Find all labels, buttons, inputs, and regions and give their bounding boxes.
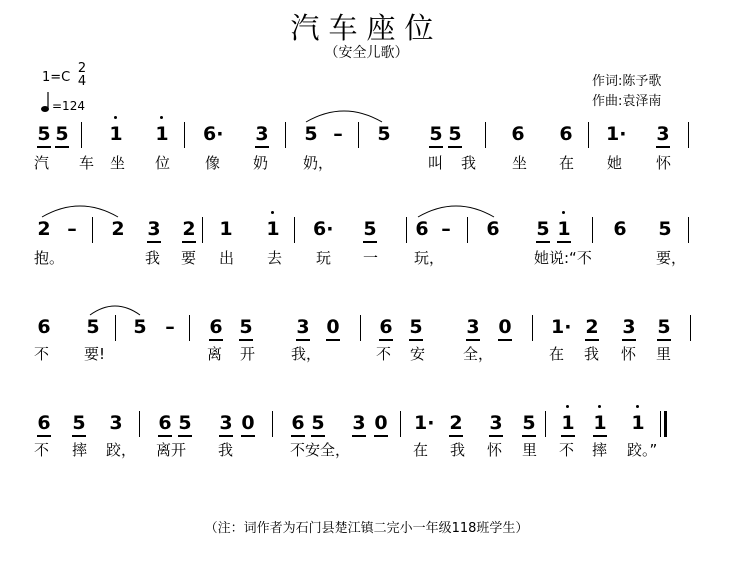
note: 5	[54, 124, 70, 144]
note: 3	[621, 317, 637, 337]
note: 1	[265, 219, 281, 239]
note: 0	[497, 317, 513, 337]
note: 3	[146, 219, 162, 239]
note: 5	[377, 123, 391, 145]
time-signature	[76, 62, 88, 88]
barline	[294, 217, 295, 243]
note: 3	[351, 413, 367, 433]
lyric-line: 她说:“不	[534, 249, 592, 267]
note: 5	[656, 317, 672, 337]
barline	[545, 411, 546, 437]
lyric-line: 离开	[156, 441, 187, 459]
note: 5	[238, 317, 254, 337]
lyric-line: 怀	[656, 154, 672, 172]
lyric-line: 在	[413, 441, 429, 459]
barline	[688, 217, 689, 243]
note: 2	[584, 317, 600, 337]
barline	[81, 122, 82, 148]
composer-credit: 作曲:袁泽南	[592, 94, 662, 109]
note: 5	[447, 124, 463, 144]
note: 6	[415, 218, 429, 240]
note: 5	[521, 413, 537, 433]
note: 6	[511, 123, 525, 145]
barline	[139, 411, 140, 437]
lyric-line: 要	[181, 249, 197, 267]
note: 1	[154, 124, 170, 144]
note: 5	[133, 316, 147, 338]
note: 1	[560, 413, 576, 433]
lyric-line: 坐	[110, 154, 126, 172]
lyric-line: 我	[450, 441, 466, 459]
note: 5	[36, 124, 52, 144]
barline	[285, 122, 286, 148]
barline	[115, 315, 116, 341]
note: 3	[254, 124, 270, 144]
note: 0	[325, 317, 341, 337]
note: 5	[408, 317, 424, 337]
lyric-line: 坐	[512, 154, 528, 172]
note: 3	[109, 412, 123, 434]
lyric-line: 像	[205, 154, 221, 172]
note: 0	[240, 413, 256, 433]
lyric-line: 跤，	[106, 441, 137, 459]
note: 6	[208, 317, 224, 337]
note: 5	[71, 413, 87, 433]
lyric-line: 不	[34, 441, 50, 459]
lyric-line: 去	[267, 249, 283, 267]
note: –	[441, 218, 451, 240]
barline	[92, 217, 93, 243]
score-system-3	[0, 313, 733, 373]
final-barline	[664, 411, 667, 437]
note: 5	[177, 413, 193, 433]
note: 3	[295, 317, 311, 337]
note: –	[165, 316, 175, 338]
lyric-line: 抱。	[34, 249, 65, 267]
lyric-line: 摔	[72, 441, 88, 459]
lyric-line: 要，	[656, 249, 687, 267]
note: –	[67, 218, 77, 240]
barline	[588, 122, 589, 148]
note: 1	[219, 218, 233, 240]
lyric-line: 位	[155, 154, 171, 172]
note: 1·	[606, 123, 627, 145]
note: 3	[465, 317, 481, 337]
lyric-line: 怀	[487, 441, 503, 459]
barline	[406, 217, 407, 243]
barline	[400, 411, 401, 437]
footnote: （注：词作者为石门县楚江镇二完小一年级118班学生）	[204, 521, 529, 536]
lyric-line: 我，	[291, 345, 322, 363]
lyric-line: 她	[607, 154, 623, 172]
lyric-line: 全，	[463, 345, 494, 363]
note: 1	[592, 413, 608, 433]
lyric-line: 要!	[84, 345, 106, 363]
note: 2	[111, 218, 125, 240]
barline	[184, 122, 185, 148]
score-system-4	[0, 409, 733, 469]
lyric-line: 在	[559, 154, 575, 172]
note: 6	[157, 413, 173, 433]
note: 3	[488, 413, 504, 433]
key-signature: 1=C	[42, 70, 71, 85]
tempo-marking: =124	[52, 99, 85, 113]
lyric-line: 离	[207, 345, 223, 363]
lyric-line: 玩	[316, 249, 332, 267]
score-system-2	[0, 215, 733, 275]
note: 1	[108, 124, 124, 144]
barline	[360, 315, 361, 341]
lyric-line: 安	[410, 345, 426, 363]
song-subtitle: （安全儿歌）	[324, 45, 409, 61]
note: 6·	[313, 218, 334, 240]
time-signature-top: 2	[77, 61, 87, 76]
note: 3	[218, 413, 234, 433]
lyric-line: 摔	[592, 441, 608, 459]
note: 6	[378, 317, 394, 337]
note: 1	[630, 413, 646, 433]
note: 5	[658, 218, 672, 240]
note: 5	[535, 219, 551, 239]
lyric-line: 我	[584, 345, 600, 363]
note: 5	[362, 219, 378, 239]
note: 6	[486, 218, 500, 240]
note: 6	[559, 123, 573, 145]
slur-arc	[416, 201, 496, 219]
note: 2	[181, 219, 197, 239]
note: 6·	[203, 123, 224, 145]
note: 6	[36, 413, 52, 433]
song-title: 汽车座位	[290, 11, 443, 45]
barline	[688, 122, 689, 148]
lyric-line: 出	[219, 249, 235, 267]
lyric-line: 奶，	[303, 154, 334, 172]
lyric-line: 在	[549, 345, 565, 363]
lyric-line: 我	[461, 154, 477, 172]
note: 5	[304, 123, 318, 145]
lyric-line: 跤。”	[627, 441, 658, 459]
lyric-line: 我	[218, 441, 234, 459]
lyric-line: 不安全，	[290, 441, 351, 459]
note: 5	[86, 316, 100, 338]
lyric-line: 汽	[34, 154, 50, 172]
note: 6	[290, 413, 306, 433]
note: 2	[37, 218, 51, 240]
lyric-line: 我	[145, 249, 161, 267]
score-system-1	[0, 120, 733, 180]
lyric-line: 奶	[253, 154, 269, 172]
lyric-line: 不	[376, 345, 392, 363]
slur-arc	[40, 201, 120, 219]
note: 6	[613, 218, 627, 240]
lyric-line: 叫	[428, 154, 444, 172]
lyric-line: 不	[34, 345, 50, 363]
lyric-line: 里	[522, 441, 538, 459]
barline	[272, 411, 273, 437]
lyricist-credit: 作词:陈予歌	[592, 74, 662, 89]
note: 2	[448, 413, 464, 433]
note: –	[333, 123, 343, 145]
note: 5	[310, 413, 326, 433]
note: 5	[428, 124, 444, 144]
note: 3	[655, 124, 671, 144]
barline	[358, 122, 359, 148]
barline	[532, 315, 533, 341]
barline	[485, 122, 486, 148]
barline	[189, 315, 190, 341]
lyric-line: 怀	[621, 345, 637, 363]
lyric-line: 里	[656, 345, 672, 363]
note: 6	[37, 316, 51, 338]
note: 0	[373, 413, 389, 433]
barline	[690, 315, 691, 341]
barline	[592, 217, 593, 243]
note: 1·	[551, 316, 572, 338]
slur-arc	[304, 106, 384, 124]
time-signature-bottom: 4	[77, 74, 87, 89]
lyric-line: 不	[559, 441, 575, 459]
barline	[202, 217, 203, 243]
slur-arc	[88, 301, 142, 317]
note: 1·	[414, 412, 435, 434]
barline	[660, 411, 661, 437]
lyric-line: 车	[79, 154, 95, 172]
lyric-line: 玩，	[414, 249, 445, 267]
lyric-line: 开	[240, 345, 256, 363]
barline	[467, 217, 468, 243]
lyric-line: 一	[363, 249, 379, 267]
note: 1	[556, 219, 572, 239]
